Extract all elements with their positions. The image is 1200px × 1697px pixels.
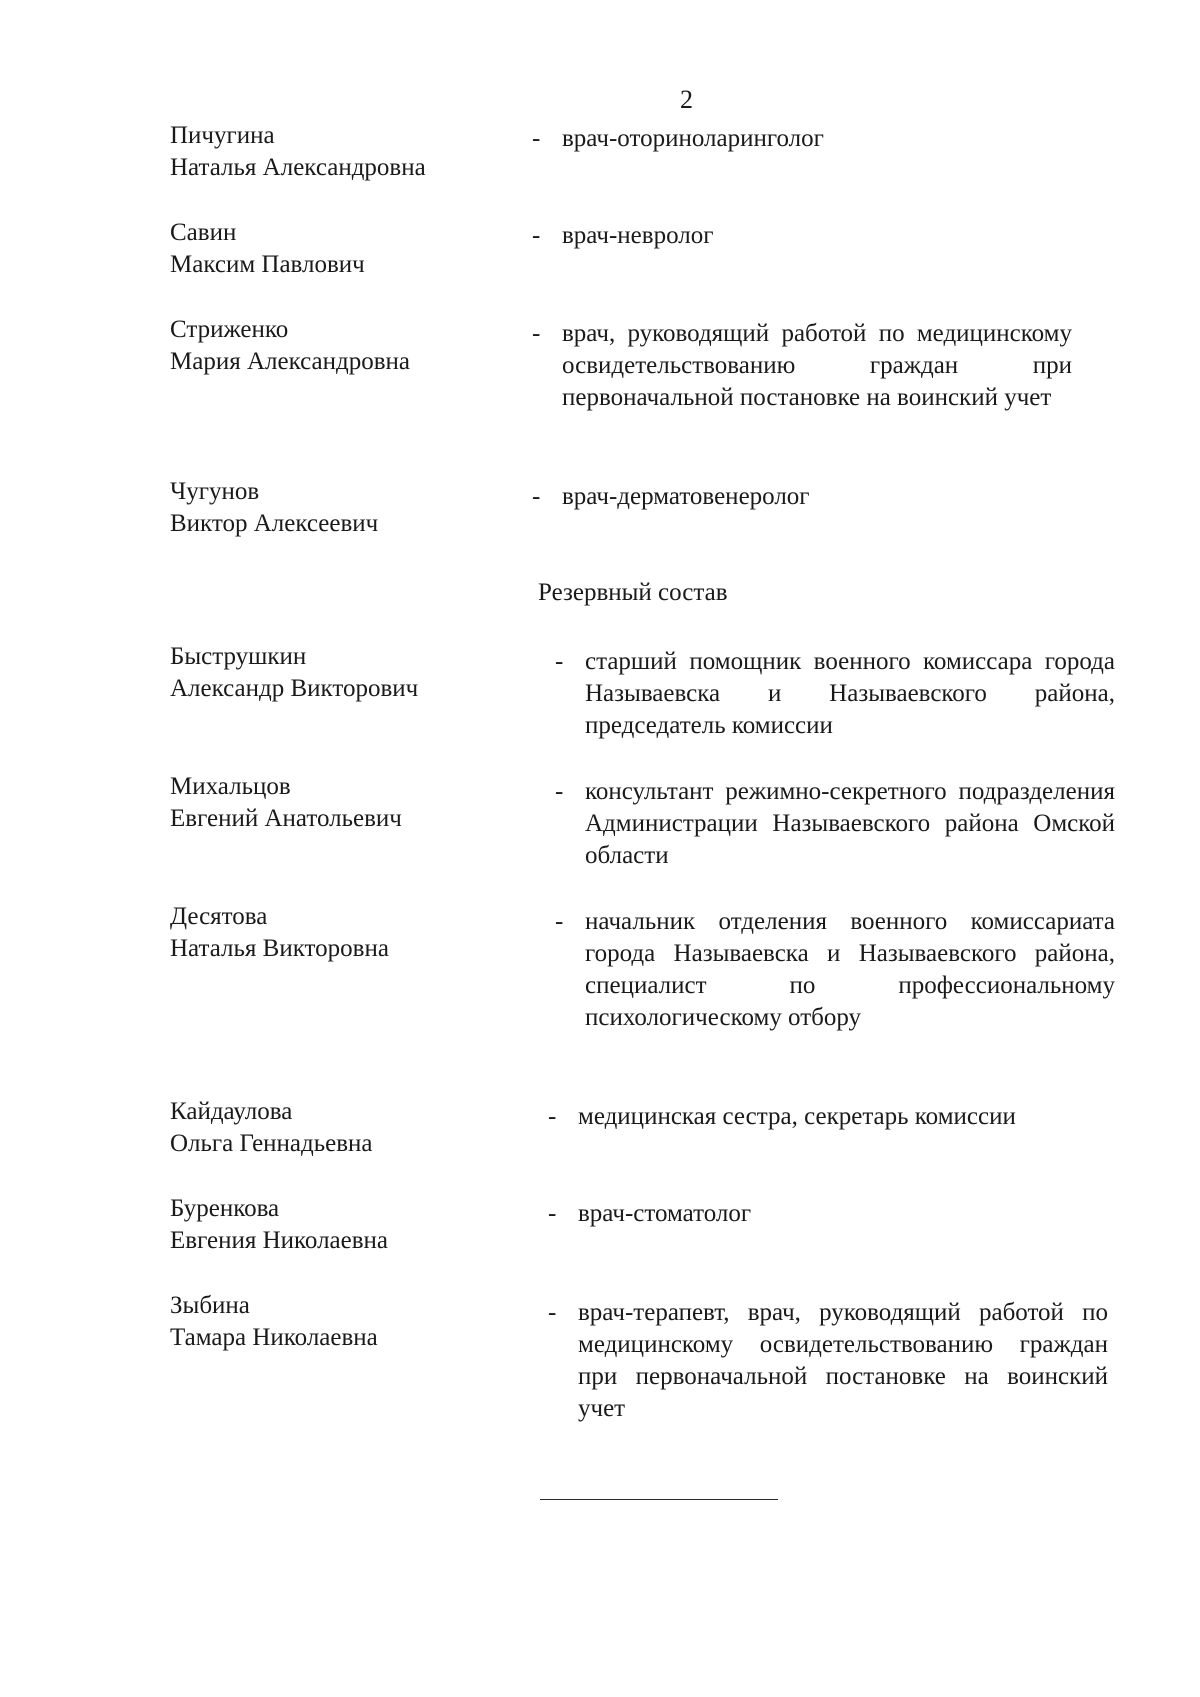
member-role [548,1297,1108,1425]
member-role [532,123,1072,155]
member-surname: Десятова [170,903,268,930]
role-text: врач, руководящий работой по медицинскому освидетельствованию граждан при первоначальной постановке на воинский учет [562,320,1072,411]
member-name [170,217,510,281]
section-title-reserve: Резервный состав [538,579,728,606]
end-of-list-rule [540,1499,778,1500]
member-surname: Пичугина [170,122,275,149]
member-role [548,1198,1108,1230]
member-name [170,771,510,835]
member-role [555,906,1115,1034]
member-given-name: Мария Александровна [170,348,410,375]
member-name [170,641,510,705]
role-dash: - [548,1299,557,1326]
member-role [548,1101,1108,1133]
role-text: врач-стоматолог [578,1200,752,1227]
member-given-name: Евгений Анатольевич [170,805,402,832]
member-role [532,481,1072,513]
member-name [170,901,510,965]
role-dash: - [555,778,564,805]
page-number: 2 [680,85,693,114]
role-text: врач-терапевт, врач, руководящий работой по медицинскому освидетельствованию граждан при первоначальной постановке на воинский учет [578,1299,1108,1422]
role-dash: - [555,908,564,935]
member-role [532,220,1072,252]
member-role [555,646,1115,742]
role-dash: - [532,320,541,347]
member-name [170,1290,510,1354]
member-given-name: Евгения Николаевна [170,1227,389,1254]
role-dash: - [532,483,541,510]
member-surname: Михальцов [170,773,291,800]
role-text: врач-невролог [562,222,714,249]
member-role [555,776,1115,872]
member-given-name: Виктор Алексеевич [170,510,379,537]
member-surname: Чугунов [170,478,260,505]
member-given-name: Наталья Александровна [170,154,426,181]
member-given-name: Ольга Геннадьевна [170,1130,373,1157]
member-name [170,1193,510,1257]
role-text: медицинская сестра, секретарь комиссии [578,1103,1016,1130]
member-name [170,476,510,540]
role-text: начальник отделения военного комиссариата города Называевска и Называевского района, специалист по профессиональному психологическому отбору [585,908,1115,1031]
member-role [532,318,1072,414]
member-surname: Быструшкин [170,643,307,670]
role-text: старший помощник военного комиссара города Называевска и Называевского района, председатель комиссии [585,648,1115,739]
role-dash: - [548,1200,557,1227]
role-dash: - [548,1103,557,1130]
member-name [170,314,510,378]
member-surname: Буренкова [170,1195,280,1222]
member-name [170,1096,510,1160]
member-given-name: Александр Викторович [170,675,419,702]
role-dash: - [555,648,564,675]
role-text: врач-оториноларинголог [562,125,824,152]
role-dash: - [532,125,541,152]
member-name [170,120,510,184]
member-given-name: Наталья Викторовна [170,935,389,962]
role-text: врач-дерматовенеролог [562,483,810,510]
member-given-name: Максим Павлович [170,251,365,278]
member-surname: Стриженко [170,316,289,343]
member-surname: Зыбина [170,1292,250,1319]
role-text: консультант режимно-секретного подразделения Администрации Называевского района Омской области [585,778,1115,869]
member-given-name: Тамара Николаевна [170,1324,378,1351]
member-surname: Савин [170,219,237,246]
role-dash: - [532,222,541,249]
member-surname: Кайдаулова [170,1098,293,1125]
